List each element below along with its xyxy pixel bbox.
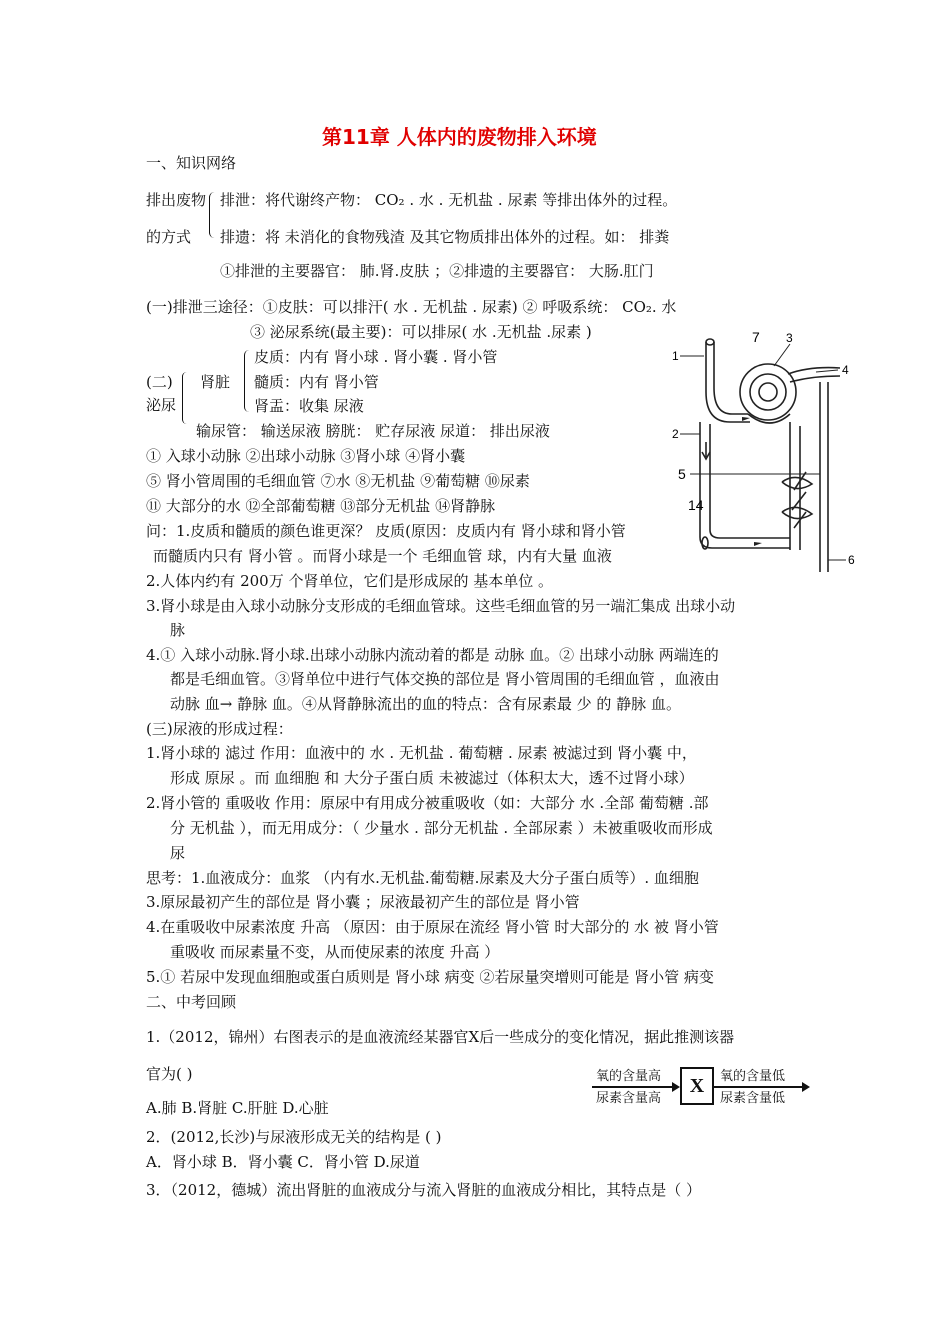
- brace-kidney: [244, 350, 254, 412]
- organ-x-box: [680, 1067, 714, 1105]
- formation-line-2: 1.肾小球的 滤过 作用：血液中的 水 . 无机盐 . 葡萄糖 . 尿素 被滤过到 肾小囊 中，: [146, 744, 697, 762]
- output-urea-low: 尿素含量低: [720, 1091, 786, 1106]
- formation-line-11: 5.① 若尿中发现血细胞或蛋白质则是 肾小球 病变 ②若尿量突增则可能是 肾小管 病变: [146, 968, 714, 986]
- diagram-label-4: 4: [842, 363, 849, 377]
- exam-q1-line1: 1.（2012，锦州）右图表示的是血液流经某器官X后一些成分的变化情况，据此推测该器: [146, 1028, 735, 1046]
- brace-excretion-ways: [209, 192, 220, 238]
- section-heading-1: 一、知识网络: [146, 154, 237, 172]
- legend-row-1: ① 入球小动脉 ②出球小动脉 ③肾小球 ④肾小囊: [146, 447, 466, 465]
- question-line-2: 而髓质内只有 肾小管 。而肾小球是一个 毛细血管 球，内有大量 血液: [153, 547, 612, 565]
- organ-x-diagram: [592, 1066, 814, 1110]
- section-heading-2: 二、中考回顾: [146, 993, 237, 1011]
- nephron-diagram: [670, 322, 856, 572]
- ureter-bladder-urethra: 输尿管： 输送尿液 膀胱： 贮存尿液 尿道： 排出尿液: [196, 422, 550, 440]
- exam-q1-options: A.肺 B.肾脏 C.肝脏 D.心脏: [146, 1099, 329, 1117]
- kidney-cortex: 皮质：内有 肾小球 . 肾小囊 . 肾小管: [254, 348, 498, 366]
- question-line-3: 2.人体内约有 200万 个肾单位，它们是形成尿的 基本单位 。: [146, 572, 554, 590]
- question-line-7: 都是毛细血管。③肾单位中进行气体交换的部位是 肾小管周围的毛细血管 ，血液由: [170, 670, 720, 688]
- excretion-definition: 排泄：将代谢终产物： CO₂ . 水 . 无机盐 . 尿素 等排出体外的过程。: [220, 191, 678, 209]
- input-urea-high: 尿素含量高: [596, 1091, 662, 1106]
- egestion-definition: 排遗：将 未消化的食物残渣 及其它物质排出体外的过程。如： 排粪: [220, 228, 670, 246]
- question-line-4: 3.肾小球是由入球小动脉分支形成的毛细血管球。这些毛细血管的另一端汇集成 出球小动: [146, 597, 736, 615]
- input-arrow: [592, 1086, 676, 1088]
- output-arrow-head: [802, 1082, 810, 1092]
- diagram-label-7: 7: [752, 329, 760, 345]
- question-line-8: 动脉 血→ 静脉 血。④从肾静脉流出的血的特点：含有尿素最 少 的 静脉 血。: [170, 695, 681, 713]
- diagram-label-5: 5: [678, 466, 686, 482]
- three-routes-line2: ③ 泌尿系统(最主要)：可以排尿( 水 .无机盐 .尿素 ): [250, 323, 592, 341]
- exam-q3: 3．（2012，德城）流出肾脏的血液成分与流入肾脏的血液成分相比，其特点是（ ）: [146, 1181, 701, 1199]
- formation-line-9: 4.在重吸收中尿素浓度 升高 （原因：由于原尿在流经 肾小管 时大部分的 水 被 肾小管: [146, 918, 719, 936]
- urinary-label-bottom: 泌尿: [146, 396, 177, 414]
- kidney-medulla: 髓质：内有 肾小管: [254, 373, 379, 391]
- input-arrow-head: [672, 1082, 680, 1092]
- exam-q1-line2: 官为( ): [146, 1065, 193, 1083]
- main-organs: ①排泄的主要器官： 肺.肾.皮肤 ；②排遗的主要器官： 大肠.肛门: [220, 262, 654, 280]
- input-oxygen-high: 氧的含量高: [596, 1069, 662, 1084]
- page-title: 第11章 人体内的废物排入环境: [322, 125, 597, 149]
- formation-line-4: 2.肾小管的 重吸收 作用：原尿中有用成分被重吸收（如：大部分 水 .全部 葡萄糖 .部: [146, 794, 709, 812]
- formation-line-10: 重吸收 而尿素量不变，从而使尿素的浓度 升高 ）: [170, 943, 500, 961]
- output-oxygen-low: 氧的含量低: [720, 1069, 786, 1084]
- diagram-label-6: 6: [848, 553, 855, 567]
- legend-row-2: ⑤ 肾小管周围的毛细血管 ⑦水 ⑧无机盐 ⑨葡萄糖 ⑩尿素: [146, 472, 530, 490]
- formation-line-8: 3.原尿最初产生的部位是 肾小囊 ；尿液最初产生的部位是 肾小管: [146, 893, 580, 911]
- diagram-label-14: 14: [688, 497, 704, 513]
- formation-line-6: 尿: [170, 844, 186, 862]
- kidney-label: 肾脏: [200, 373, 231, 391]
- question-line-1: 问：1.皮质和髓质的颜色谁更深？ 皮质(原因：皮质内有 肾小球和肾小管: [146, 522, 626, 540]
- question-line-6: 4.① 入球小动脉.肾小球.出球小动脉内流动着的都是 动脉 血。② 出球小动脉 两端连的: [146, 646, 719, 664]
- excretion-ways-label-top: 排出废物: [146, 191, 207, 209]
- diagram-label-2: 2: [672, 427, 679, 441]
- question-line-5: 脉: [170, 621, 186, 639]
- formation-line-3: 形成 原尿 。而 血细胞 和 大分子蛋白质 未被滤过（体积太大，透不过肾小球）: [170, 769, 694, 787]
- organ-x-label: X: [689, 1075, 705, 1097]
- three-routes-line1: (一)排泄三途径：①皮肤：可以排汗( 水 . 无机盐 . 尿素) ② 呼吸系统： CO₂. 水: [146, 298, 677, 316]
- formation-line-5: 分 无机盐 ），而无用成分：（ 少量水 . 部分无机盐 . 全部尿素 ）未被重吸收而形成: [170, 819, 713, 837]
- output-arrow: [714, 1086, 804, 1088]
- diagram-label-1: 1: [672, 349, 679, 363]
- formation-line-7: 思考：1.血液成分：血浆 （内有水.无机盐.葡萄糖.尿素及大分子蛋白质等）. 血细胞: [146, 869, 699, 887]
- legend-row-3: ⑪ 大部分的水 ⑫全部葡萄糖 ⑬部分无机盐 ⑭肾静脉: [146, 497, 496, 515]
- brace-urinary: [182, 372, 191, 424]
- formation-line-1: (三)尿液的形成过程：: [146, 720, 293, 738]
- excretion-ways-label-bottom: 的方式: [146, 228, 192, 246]
- exam-q2-options: A．肾小球 B．肾小囊 C．肾小管 D.尿道: [146, 1153, 420, 1171]
- urinary-label-top: (二): [146, 373, 173, 391]
- kidney-pelvis: 肾盂：收集 尿液: [254, 397, 364, 415]
- diagram-label-3: 3: [786, 331, 793, 345]
- exam-q2: 2．(2012,长沙)与尿液形成无关的结构是 ( ): [146, 1128, 442, 1146]
